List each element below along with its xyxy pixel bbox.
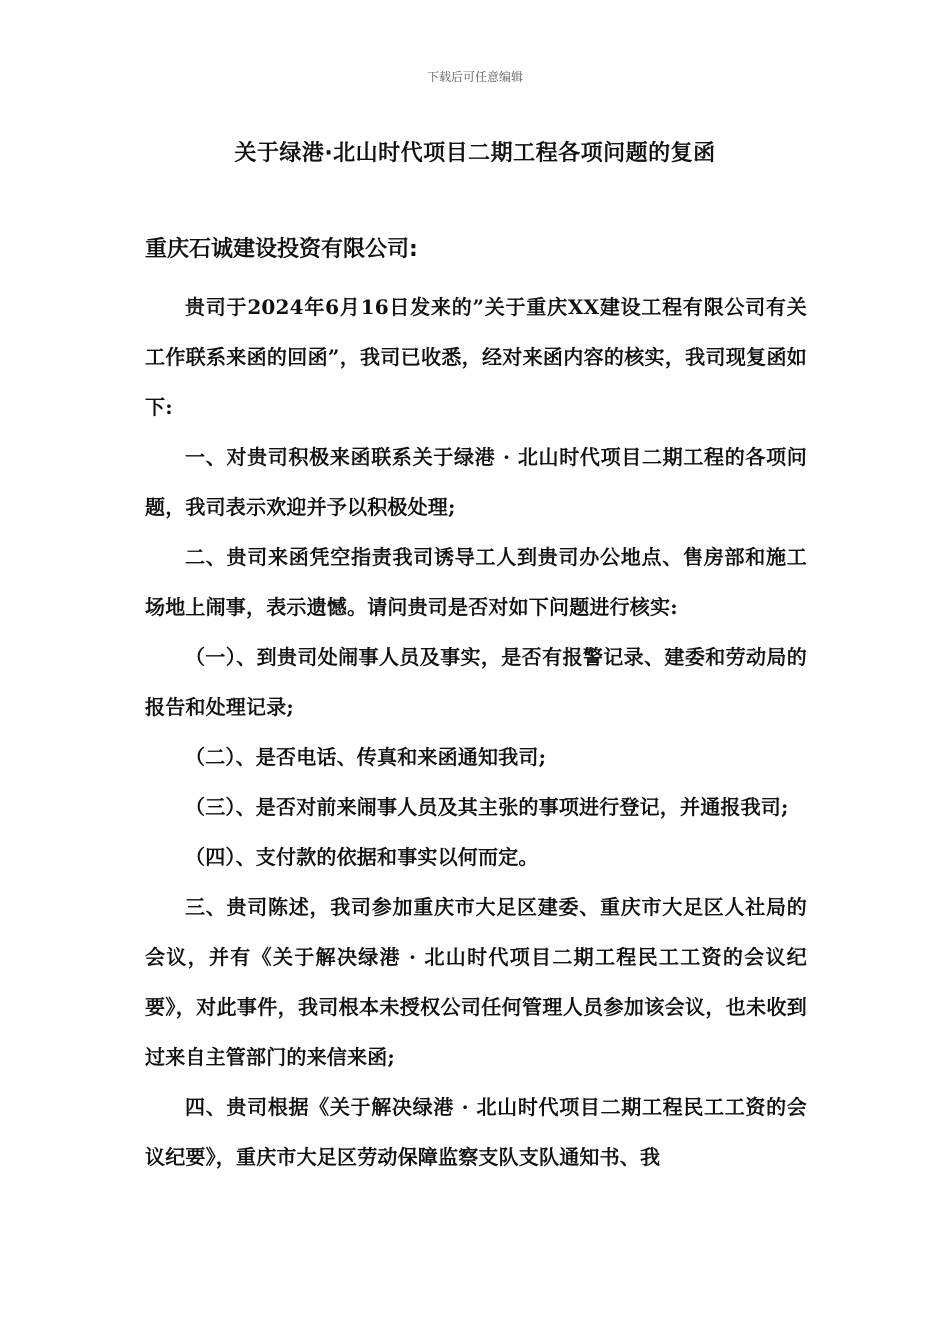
paragraph-intro: 贵司于2024年6月16日发来的”关于重庆XX建设工程有限公司有关工作联系来函的回函”，我司已收悉，经对来函内容的核实，我司现复函如下: bbox=[145, 295, 807, 419]
paragraph-subitem-4: （四）、支付款的依据和事实以何而定。 bbox=[185, 845, 539, 869]
document-title: 关于绿港·北山时代项目二期工程各项问题的复函 bbox=[234, 141, 716, 166]
paragraph-item-1: 一、对贵司积极来函联系关于绿港 · 北山时代项目二期工程的各项问题，我司表示欢迎并予以积极处理; bbox=[145, 445, 807, 519]
paragraph-item-4: 四、贵司根据《关于解决绿港 · 北山时代项目二期工程民工工资的会议纪要》，重庆市大足区劳动保障监察支队支队通知书、我 bbox=[145, 1095, 807, 1169]
paragraph-item-3: 三、贵司陈述，我司参加重庆市大足区建委、重庆市大足区人社局的会议，并有《关于解决绿港 · 北山时代项目二期工程民工工资的会议纪要》，对此事件，我司根本未授权公司任何管理人员参加该会议，也未收到过来自主管部门的来信来函; bbox=[145, 895, 807, 1069]
paragraph-item-2: 二、贵司来函凭空指责我司诱导工人到贵司办公地点、售房部和施工场地上闹事，表示遗憾。请问贵司是否对如下问题进行核实: bbox=[145, 545, 807, 619]
paragraph-subitem-2: （二）、是否电话、传真和来函通知我司; bbox=[185, 745, 547, 769]
salutation: 重庆石诚建设投资有限公司: bbox=[145, 237, 418, 262]
paragraph-subitem-3: （三）、是否对前来闹事人员及其主张的事项进行登记，并通报我司; bbox=[185, 795, 789, 819]
paragraph-subitem-1: （一）、到贵司处闹事人员及事实，是否有报警记录、建委和劳动局的报告和处理记录; bbox=[145, 645, 807, 719]
header-note: 下载后可任意编辑 bbox=[426, 70, 523, 84]
letter-body bbox=[145, 282, 807, 1182]
